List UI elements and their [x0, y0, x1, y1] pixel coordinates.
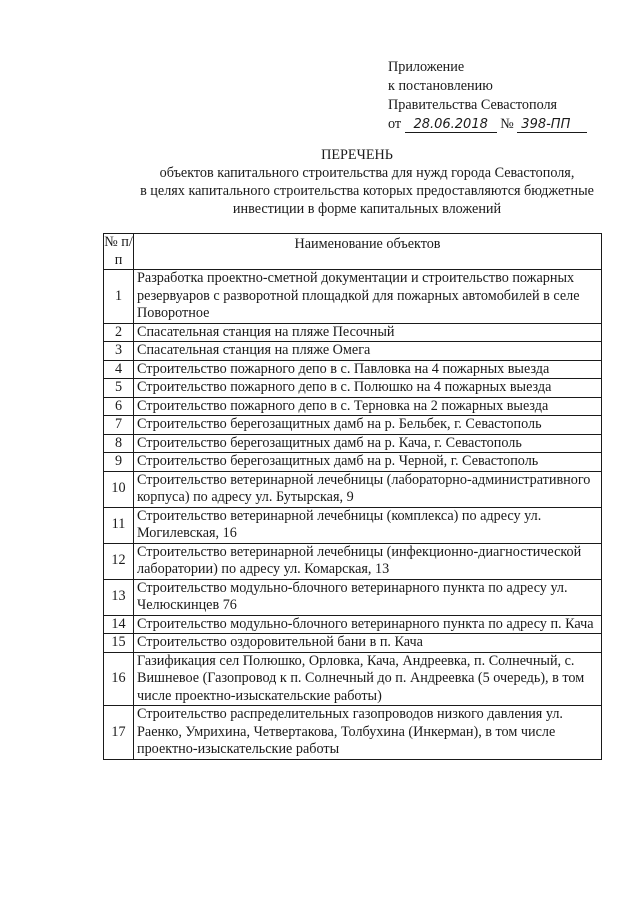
title-heading: ПЕРЕЧЕНЬ — [321, 147, 393, 163]
date-prefix: от — [388, 116, 402, 132]
title-line-1: объектов капитального строительства для нужд города Севастополя, — [159, 165, 575, 181]
table-row — [104, 706, 602, 760]
appendix-line-2: к постановлению — [388, 78, 493, 94]
row-number: 8 — [104, 434, 134, 453]
row-number: 10 — [104, 471, 134, 507]
table-row — [104, 579, 602, 615]
table-row — [104, 270, 602, 324]
row-name: Газификация сел Полюшко, Орловка, Кача, Андреевка, п. Солнечный, с. Вишневое (Газопровод к п. Солнечный до п. Андреевка (5 очередь), в том числе проектно-изыскательские работы) — [134, 652, 602, 706]
handwritten-number: 398-ПП — [517, 118, 587, 133]
table-row — [104, 453, 602, 472]
appendix-date-line — [388, 115, 587, 134]
table-row — [104, 342, 602, 361]
table-row — [104, 615, 602, 634]
table-row — [104, 434, 602, 453]
row-name: Спасательная станция на пляже Песочный — [134, 323, 602, 342]
table-row — [104, 379, 602, 398]
row-number: 16 — [104, 652, 134, 706]
table-header-row — [104, 234, 602, 270]
header-num: № п/п — [104, 234, 133, 268]
row-number: 4 — [104, 360, 134, 379]
table-row — [104, 652, 602, 706]
table-body — [104, 270, 602, 760]
table-row — [104, 471, 602, 507]
row-number: 6 — [104, 397, 134, 416]
table-row — [104, 634, 602, 653]
row-name: Строительство берегозащитных дамб на р. Кача, г. Севастополь — [134, 434, 602, 453]
table-row — [104, 360, 602, 379]
document-title — [0, 146, 634, 218]
row-name: Строительство модульно-блочного ветеринарного пункта по адресу ул. Челюскинцев 76 — [134, 579, 602, 615]
row-name: Строительство ветеринарной лечебницы (лабораторно-административного корпуса) по адресу ул. Бутырская, 9 — [134, 471, 602, 507]
row-number: 12 — [104, 543, 134, 579]
appendix-line-3: Правительства Севастополя — [388, 97, 558, 113]
table-row — [104, 397, 602, 416]
row-number: 3 — [104, 342, 134, 361]
row-name: Спасательная станция на пляже Омега — [134, 342, 602, 361]
table-row — [104, 507, 602, 543]
row-name: Строительство ветеринарной лечебницы (инфекционно-диагностической лаборатории) по адресу ул. Комарская, 13 — [134, 543, 602, 579]
table-row — [104, 323, 602, 342]
handwritten-date: 28.06.2018 — [405, 118, 497, 133]
row-name: Строительство пожарного депо в с. Терновка на 2 пожарных выезда — [134, 397, 602, 416]
row-name: Строительство ветеринарной лечебницы (комплекса) по адресу ул. Могилевская, 16 — [134, 507, 602, 543]
title-line-3: инвестиции в форме капитальных вложений — [232, 201, 502, 217]
row-number: 9 — [104, 453, 134, 472]
row-number: 13 — [104, 579, 134, 615]
row-number: 11 — [104, 507, 134, 543]
row-number: 17 — [104, 706, 134, 760]
row-name: Разработка проектно-сметной документации и строительство пожарных резервуаров с разворотной площадкой для пожарных автомобилей в селе Поворотное — [134, 270, 602, 324]
number-prefix: № — [500, 116, 514, 132]
row-number: 7 — [104, 416, 134, 435]
table-row — [104, 416, 602, 435]
row-name: Строительство распределительных газопроводов низкого давления ул. Раенко, Умрихина, Четвертакова, Толбухина (Инкерман), в том числе проектно-изыскательские работы — [134, 706, 602, 760]
row-name: Строительство оздоровительной бани в п. Кача — [134, 634, 602, 653]
row-name: Строительство берегозащитных дамб на р. Черной, г. Севастополь — [134, 453, 602, 472]
header-name: Наименование объектов — [134, 234, 602, 270]
objects-table — [103, 233, 602, 760]
appendix-line-1: Приложение — [388, 59, 465, 75]
row-name: Строительство пожарного депо в с. Павловка на 4 пожарных выезда — [134, 360, 602, 379]
row-number: 15 — [104, 634, 134, 653]
row-name: Строительство берегозащитных дамб на р. Бельбек, г. Севастополь — [134, 416, 602, 435]
appendix-block — [388, 58, 587, 134]
row-name: Строительство модульно-блочного ветеринарного пункта по адресу п. Кача — [134, 615, 602, 634]
row-number: 14 — [104, 615, 134, 634]
table-row — [104, 543, 602, 579]
row-number: 5 — [104, 379, 134, 398]
row-number: 2 — [104, 323, 134, 342]
title-line-2: в целях капитального строительства которых предоставляются бюджетные — [140, 183, 594, 199]
row-number: 1 — [104, 270, 134, 324]
row-name: Строительство пожарного депо в с. Полюшко на 4 пожарных выезда — [134, 379, 602, 398]
